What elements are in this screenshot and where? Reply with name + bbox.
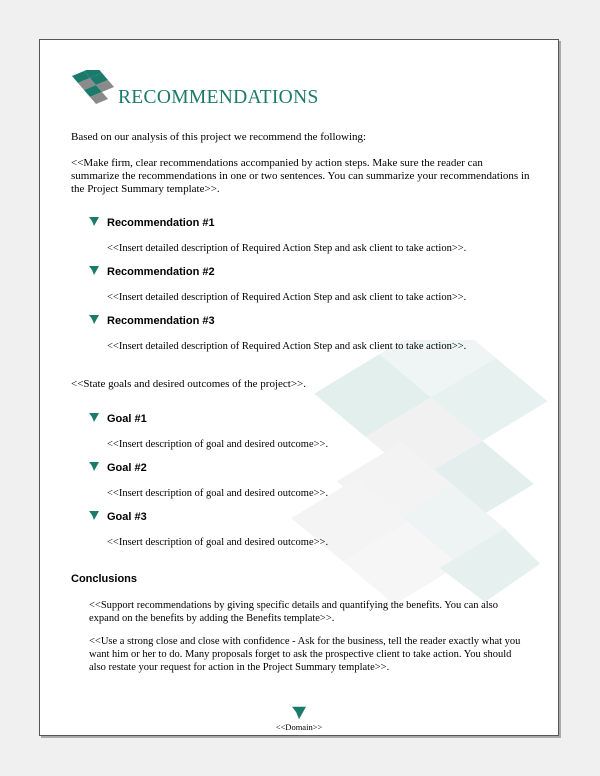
footer-domain: <<Domain>>: [275, 722, 323, 732]
recommendation-3-title: Recommendation #3: [107, 315, 215, 327]
goal-3-description: <<Insert description of goal and desired outcome>>.: [107, 537, 329, 548]
recommendation-3-description: <<Insert detailed description of Required Action Step and ask client to take action>>.: [107, 341, 467, 352]
bullet-icon: [89, 413, 99, 422]
recommendation-1-title: Recommendation #1: [107, 217, 215, 229]
conclusions-heading: Conclusions: [71, 573, 138, 585]
bullet-icon: [89, 511, 99, 520]
bullet-icon: [89, 266, 99, 275]
header: [70, 70, 370, 110]
goal-3-title: Goal #3: [107, 511, 147, 523]
diamond-grid-logo-icon: [70, 70, 118, 106]
bullet-icon: [89, 462, 99, 471]
goal-1-description: <<Insert description of goal and desired outcome>>.: [107, 439, 329, 450]
goal-2-title: Goal #2: [107, 462, 147, 474]
goals-instructions: <<State goals and desired outcomes of the project>>.: [71, 378, 306, 390]
conclusions-paragraph-1: <<Support recommendations by giving specific details and quantifying the benefits. You can also expand on the benefits by adding the Benefits template>>.: [89, 600, 499, 624]
bullet-icon: [89, 217, 99, 226]
goal-2-description: <<Insert description of goal and desired outcome>>.: [107, 488, 329, 499]
bullet-icon: [89, 315, 99, 324]
recommendation-1-description: <<Insert detailed description of Required Action Step and ask client to take action>>.: [107, 243, 467, 254]
recommendation-2-description: <<Insert detailed description of Required Action Step and ask client to take action>>.: [107, 292, 467, 303]
goal-1-title: Goal #1: [107, 413, 147, 425]
conclusions-paragraph-2: <<Use a strong close and close with confidence - Ask for the business, tell the reader exactly what you want him or her to do. Many proposals forget to ask the prospective client to take action. You should also restate your request for action in the Project Summary template>>.: [89, 636, 521, 673]
page-title: RECOMMENDATIONS: [118, 87, 319, 108]
recommendations-instructions: <<Make firm, clear recommendations accompanied by action steps. Make sure the reader can summarize the recommendations in one or two sentences. You can summarize your recommendations in the Project Summary template>>.: [71, 157, 530, 195]
intro-text: Based on our analysis of this project we recommend the following:: [71, 131, 367, 143]
footer-logo-icon: [292, 706, 306, 720]
recommendation-2-title: Recommendation #2: [107, 266, 215, 278]
document-page: [39, 39, 559, 736]
